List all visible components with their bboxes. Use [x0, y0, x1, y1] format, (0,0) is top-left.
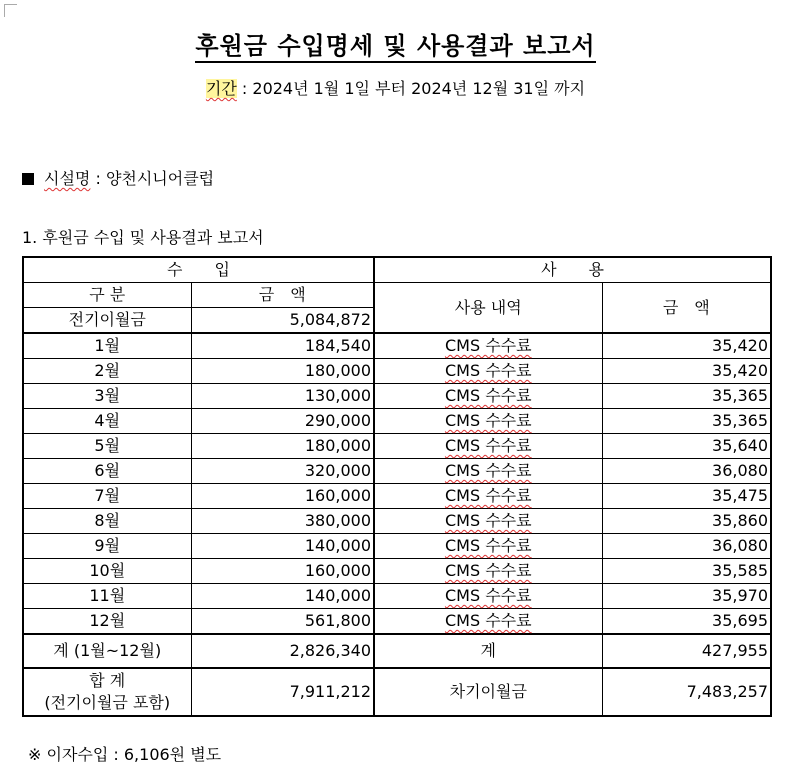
- total-label-line1: 합 계: [89, 671, 126, 690]
- usage-amount-cell: 35,365: [602, 409, 771, 434]
- income-cell: 140,000: [191, 534, 374, 559]
- usage-text: CMS 수수료: [444, 511, 532, 530]
- table-row: [23, 559, 771, 584]
- month-cell: 2월: [23, 359, 191, 384]
- month-cell: 10월: [23, 559, 191, 584]
- period-text: 2024년 1월 1일 부터 2024년 12월 31일 까지: [252, 79, 586, 98]
- income-cell: 130,000: [191, 384, 374, 409]
- table-row: [23, 359, 771, 384]
- usage-amount-cell: 35,420: [602, 333, 771, 359]
- subtotal-income: 2,826,340: [191, 634, 374, 668]
- usage-text: CMS 수수료: [444, 536, 532, 555]
- income-cell: 140,000: [191, 584, 374, 609]
- usage-cell: [374, 434, 602, 459]
- usage-cell: [374, 459, 602, 484]
- subtotal-usage-label: 계: [374, 634, 602, 668]
- usage-cell: [374, 384, 602, 409]
- income-cell: 180,000: [191, 434, 374, 459]
- usage-text: CMS 수수료: [444, 611, 532, 630]
- table-row: [23, 509, 771, 534]
- month-cell: 4월: [23, 409, 191, 434]
- section-title: 1. 후원금 수입 및 사용결과 보고서: [22, 228, 264, 247]
- income-cell: 380,000: [191, 509, 374, 534]
- table-row: [23, 484, 771, 509]
- month-cell: 9월: [23, 534, 191, 559]
- subtotal-row: [23, 634, 771, 668]
- usage-header: 사 용: [374, 257, 771, 283]
- usage-text: CMS 수수료: [444, 561, 532, 580]
- total-label-line2: (전기이월금 포함): [44, 693, 171, 712]
- usage-text: CMS 수수료: [444, 361, 532, 380]
- income-cell: 160,000: [191, 559, 374, 584]
- usage-text: CMS 수수료: [444, 486, 532, 505]
- usage-amount-cell: 35,860: [602, 509, 771, 534]
- donation-report-table: [22, 256, 772, 717]
- usage-text: CMS 수수료: [444, 436, 532, 455]
- usage-cell: [374, 509, 602, 534]
- usage-cell: [374, 534, 602, 559]
- document-title: 후원금 수입명세 및 사용결과 보고서: [0, 26, 791, 61]
- income-cell: 184,540: [191, 333, 374, 359]
- table-row: [23, 584, 771, 609]
- income-cell: 320,000: [191, 459, 374, 484]
- month-cell: 3월: [23, 384, 191, 409]
- period-label: 기간: [205, 79, 237, 98]
- interest-note: ※ 이자수입 : 6,106원 별도: [28, 745, 222, 764]
- table-row: [23, 609, 771, 635]
- square-bullet-icon: [22, 173, 34, 185]
- total-income: 7,911,212: [191, 668, 374, 716]
- col-usage-header: 사용 내역: [374, 283, 602, 334]
- col-income-amount-header: 금 액: [191, 283, 374, 308]
- page-corner-mark: [4, 4, 17, 17]
- income-header: 수 입: [23, 257, 374, 283]
- month-cell: 11월: [23, 584, 191, 609]
- facility-label: 시설명: [44, 169, 91, 188]
- table-row: [23, 384, 771, 409]
- usage-amount-cell: 35,695: [602, 609, 771, 635]
- income-cell: 180,000: [191, 359, 374, 384]
- facility-line: 시설명 : 양천시니어클럽: [22, 166, 214, 189]
- usage-cell: [374, 359, 602, 384]
- usage-amount-cell: 35,585: [602, 559, 771, 584]
- usage-cell: [374, 484, 602, 509]
- usage-text: CMS 수수료: [444, 461, 532, 480]
- usage-text: CMS 수수료: [444, 586, 532, 605]
- usage-amount-cell: 35,365: [602, 384, 771, 409]
- month-cell: 12월: [23, 609, 191, 635]
- col-category-header: 구 분: [23, 283, 191, 308]
- income-cell: 160,000: [191, 484, 374, 509]
- next-carryover-label: 차기이월금: [374, 668, 602, 716]
- usage-amount-cell: 35,420: [602, 359, 771, 384]
- total-row: [23, 668, 771, 716]
- table-row: [23, 409, 771, 434]
- usage-cell: [374, 559, 602, 584]
- usage-text: CMS 수수료: [444, 386, 532, 405]
- income-cell: 290,000: [191, 409, 374, 434]
- usage-amount-cell: 35,970: [602, 584, 771, 609]
- usage-amount-cell: 35,640: [602, 434, 771, 459]
- table-row: [23, 333, 771, 359]
- usage-cell: [374, 409, 602, 434]
- carryover-value: 5,084,872: [191, 308, 374, 334]
- month-cell: 1월: [23, 333, 191, 359]
- usage-text: CMS 수수료: [444, 411, 532, 430]
- usage-amount-cell: 36,080: [602, 534, 771, 559]
- subtotal-label: 계 (1월~12월): [23, 634, 191, 668]
- facility-name: 양천시니어클럽: [105, 169, 215, 188]
- month-cell: 6월: [23, 459, 191, 484]
- usage-amount-cell: 36,080: [602, 459, 771, 484]
- income-cell: 561,800: [191, 609, 374, 635]
- table-row: [23, 434, 771, 459]
- col-usage-amount-header: 금 액: [602, 283, 771, 334]
- month-cell: 8월: [23, 509, 191, 534]
- month-cell: 5월: [23, 434, 191, 459]
- usage-cell: [374, 584, 602, 609]
- month-cell: 7월: [23, 484, 191, 509]
- total-label: [23, 668, 191, 716]
- report-period: 기간 : 2024년 1월 1일 부터 2024년 12월 31일 까지: [205, 79, 586, 98]
- usage-cell: [374, 609, 602, 635]
- table-row: [23, 534, 771, 559]
- usage-cell: [374, 333, 602, 359]
- usage-text: CMS 수수료: [444, 336, 532, 355]
- table-row: [23, 459, 771, 484]
- total-amount: 7,483,257: [602, 668, 771, 716]
- usage-amount-cell: 35,475: [602, 484, 771, 509]
- carryover-label: 전기이월금: [23, 308, 191, 334]
- subtotal-amount: 427,955: [602, 634, 771, 668]
